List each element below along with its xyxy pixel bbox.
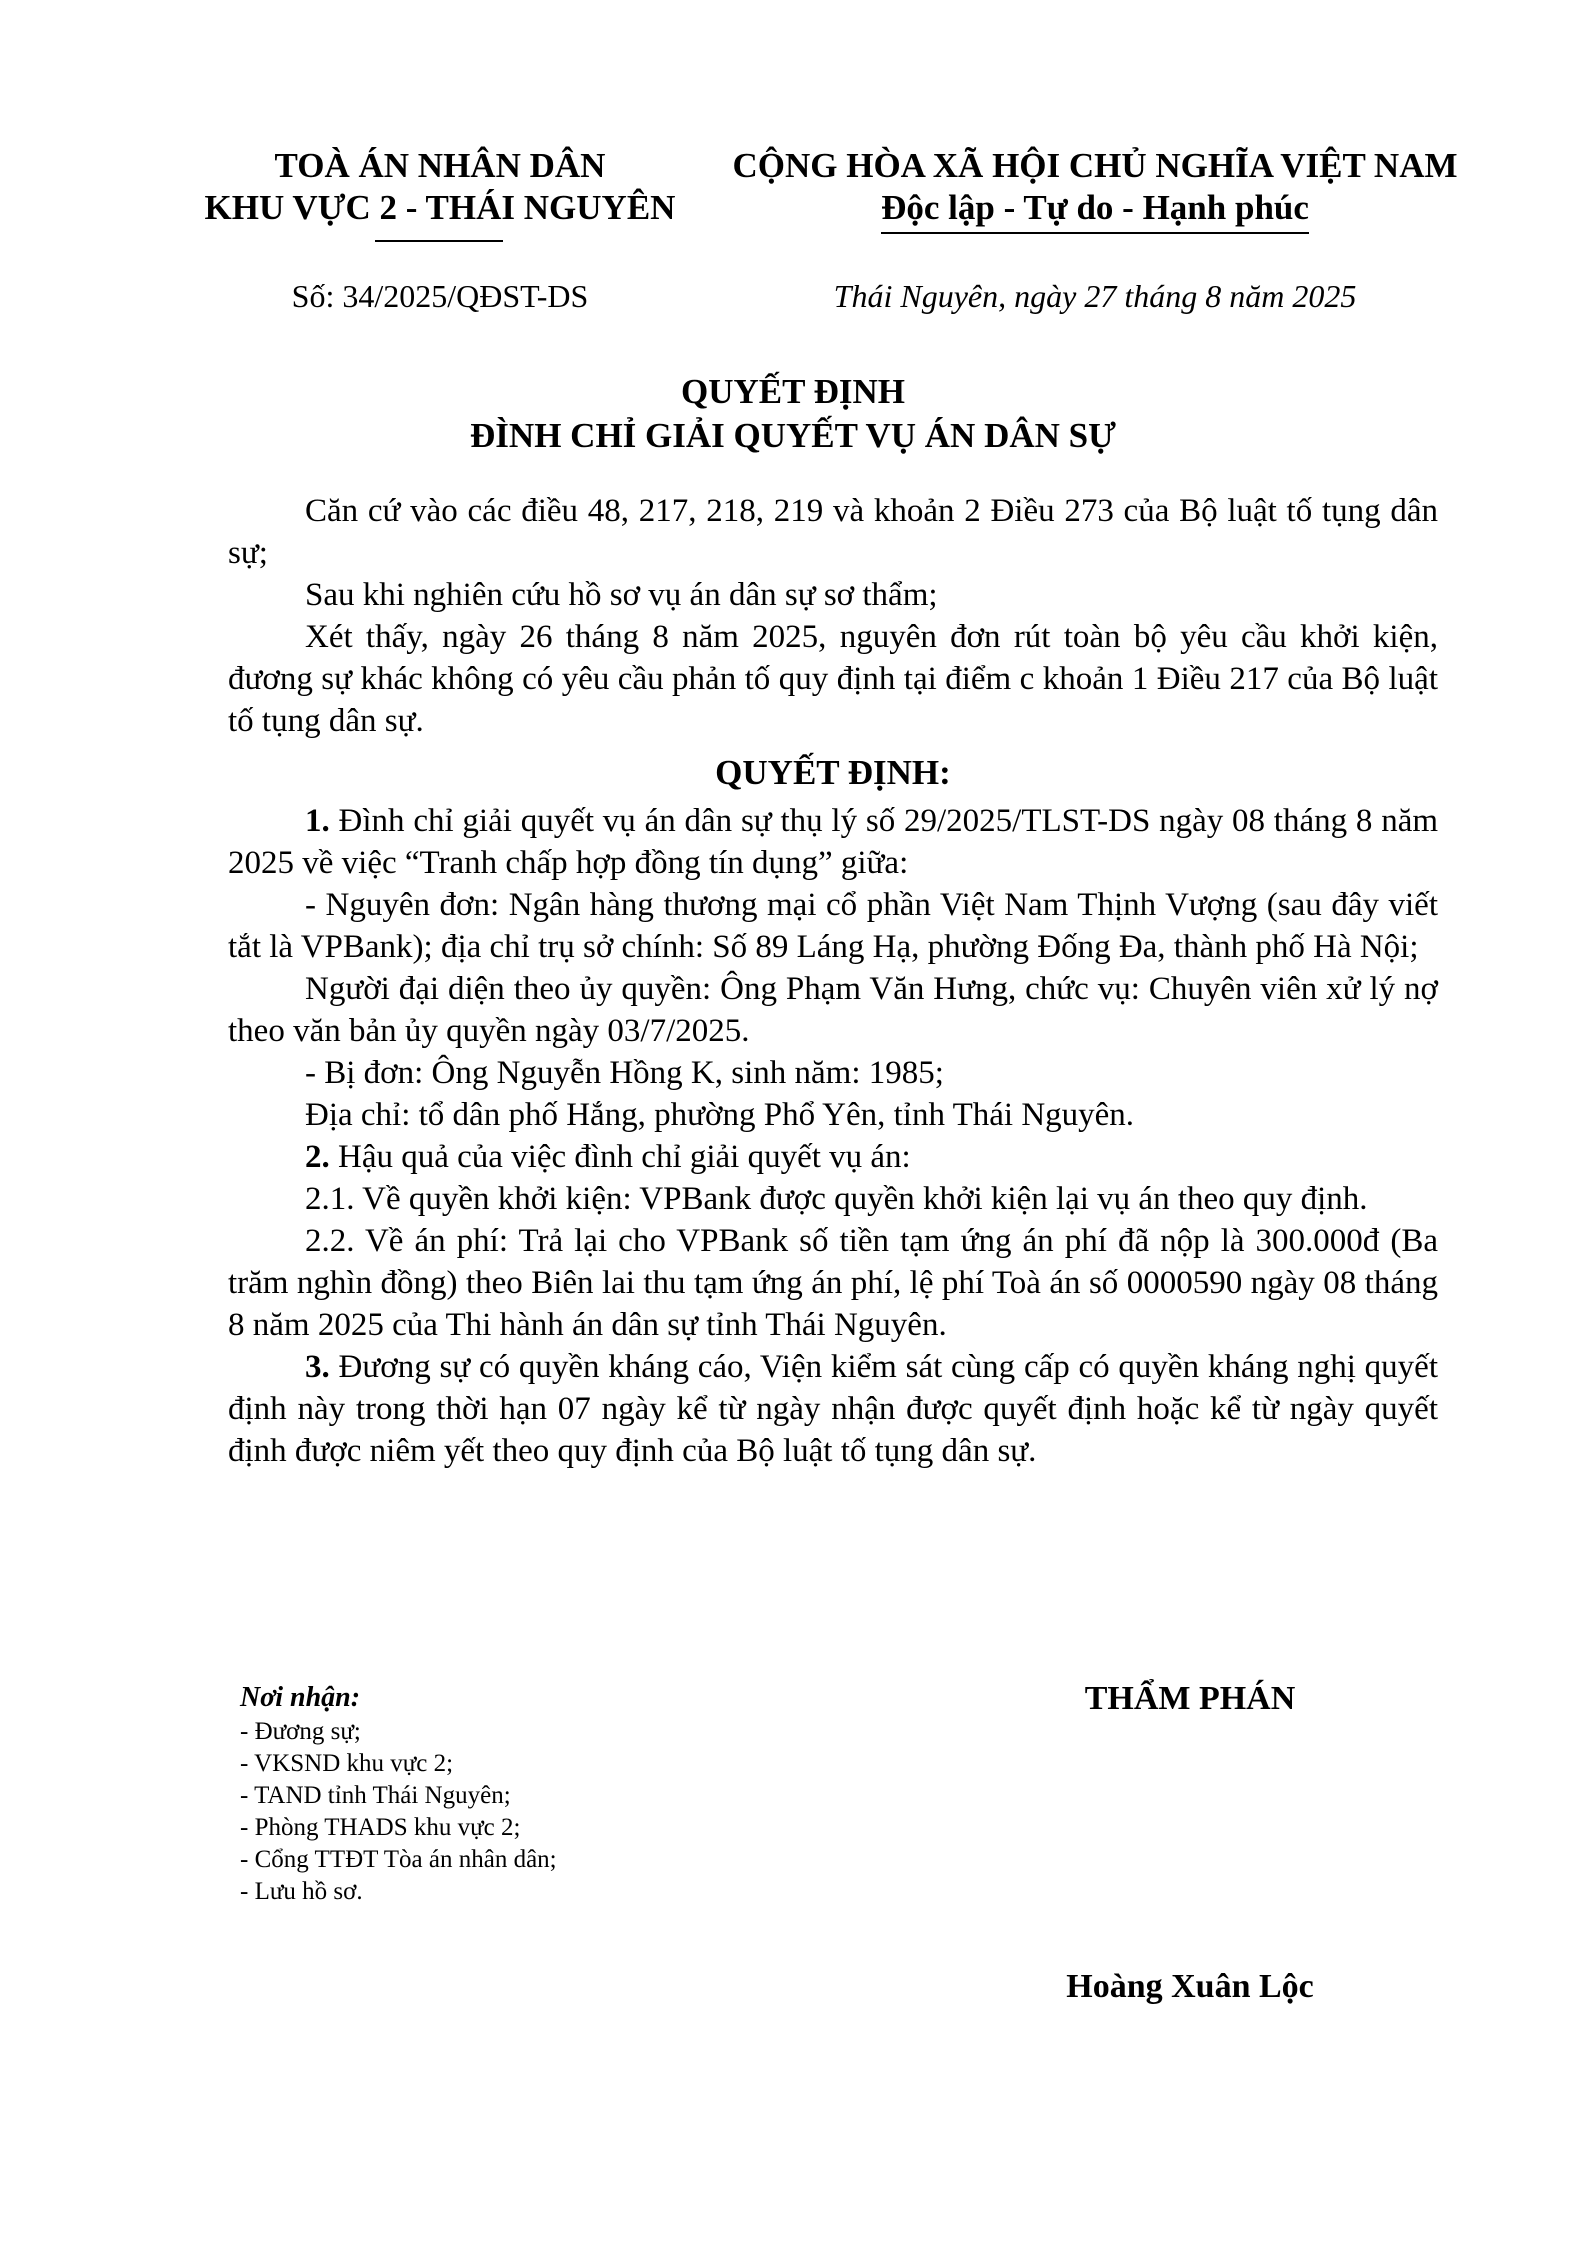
recipient-item: - Lưu hồ sơ.	[240, 1878, 363, 1905]
court-underline	[375, 240, 503, 242]
preamble-review: Sau khi nghiên cứu hồ sơ vụ án dân sự sơ thẩm;	[305, 577, 938, 613]
item-2-text: Hậu quả của việc đình chỉ giải quyết vụ án:	[338, 1139, 911, 1175]
judge-name: Hoàng Xuân Lộc	[1066, 1968, 1314, 2005]
recipients-block	[240, 1680, 840, 1908]
recipient-item: - Cổng TTĐT Tòa án nhân dân;	[240, 1846, 557, 1873]
national-motto: Độc lập - Tự do - Hạnh phúc	[881, 187, 1309, 234]
republic-name: CỘNG HÒA XÃ HỘI CHỦ NGHĨA VIỆT NAM	[732, 146, 1458, 185]
item-1-number: 1.	[305, 803, 330, 839]
title-line1: QUYẾT ĐỊNH	[681, 372, 905, 411]
decision-item-3	[228, 1346, 1438, 1472]
decision-item-2-2: 2.2. Về án phí: Trả lại cho VPBank số tiền tạm ứng án phí đã nộp là 300.000đ (Ba trăm nghìn đồng) theo Biên lai thu tạm ứng án phí, lệ phí Toà án số 0000590 ngày 08 tháng 8 năm 2025 của Thi hành án dân sự tỉnh Thái Nguyên.	[228, 1223, 1438, 1343]
item-2-number: 2.	[305, 1139, 330, 1175]
title-line2: ĐÌNH CHỈ GIẢI QUYẾT VỤ ÁN DÂN SỰ	[470, 416, 1116, 455]
recipient-item: - Đương sự;	[240, 1718, 361, 1745]
document-body	[228, 490, 1438, 1472]
item-3-number: 3.	[305, 1349, 330, 1385]
preamble-consideration: Xét thấy, ngày 26 tháng 8 năm 2025, nguyên đơn rút toàn bộ yêu cầu khởi kiện, đương sự khác không có yêu cầu phản tố quy định tại điểm c khoản 1 Điều 217 của Bộ luật tố tụng dân sự.	[228, 619, 1438, 739]
document-number: Số: 34/2025/QĐST-DS	[291, 278, 589, 314]
place-and-date: Thái Nguyên, ngày 27 tháng 8 năm 2025	[833, 278, 1357, 314]
court-name-line2: KHU VỰC 2 - THÁI NGUYÊN	[204, 188, 676, 227]
item-1-text: Đình chỉ giải quyết vụ án dân sự thụ lý số 29/2025/TLST-DS ngày 08 tháng 8 năm 2025 về việc “Tranh chấp hợp đồng tín dụng” giữa:	[228, 803, 1439, 881]
recipient-item: - VKSND khu vực 2;	[240, 1750, 454, 1777]
recipient-item: - TAND tỉnh Thái Nguyên;	[240, 1782, 511, 1809]
decision-heading: QUYẾT ĐỊNH:	[715, 753, 951, 792]
decision-item-2	[228, 1136, 1438, 1178]
recipient-item: - Phòng THADS khu vực 2;	[240, 1814, 521, 1841]
defendant-address: Địa chỉ: tổ dân phố Hắng, phường Phổ Yên, tỉnh Thái Nguyên.	[305, 1097, 1135, 1133]
plaintiff-info: - Nguyên đơn: Ngân hàng thương mại cổ phần Việt Nam Thịnh Vượng (sau đây viết tắt là VPBank); địa chỉ trụ sở chính: Số 89 Láng Hạ, phường Đống Đa, thành phố Hà Nội;	[228, 887, 1438, 965]
preamble-legal-basis: Căn cứ vào các điều 48, 217, 218, 219 và khoản 2 Điều 273 của Bộ luật tố tụng dân sự;	[228, 493, 1438, 571]
document-title	[190, 370, 1396, 458]
item-3-text: Đương sự có quyền kháng cáo, Viện kiểm sát cùng cấp có quyền kháng nghị quyết định này trong thời hạn 07 ngày kể từ ngày nhận được quyết định hoặc kể từ ngày quyết định được niêm yết theo quy định của Bộ luật tố tụng dân sự.	[228, 1349, 1439, 1469]
court-header	[190, 145, 690, 229]
defendant-info: - Bị đơn: Ông Nguyễn Hồng K, sinh năm: 1985;	[305, 1055, 944, 1091]
decision-item-1	[228, 800, 1438, 884]
judge-title: THẨM PHÁN	[1084, 1680, 1296, 1717]
recipients-heading: Nơi nhận:	[240, 1682, 361, 1713]
decision-item-2-1: 2.1. Về quyền khởi kiện: VPBank được quyền khởi kiện lại vụ án theo quy định.	[305, 1181, 1368, 1217]
representative-info: Người đại diện theo ủy quyền: Ông Phạm Văn Hưng, chức vụ: Chuyên viên xử lý nợ theo văn bản ủy quyền ngày 03/7/2025.	[228, 971, 1438, 1049]
court-name-line1: TOÀ ÁN NHÂN DÂN	[274, 146, 606, 185]
national-header	[715, 145, 1475, 234]
